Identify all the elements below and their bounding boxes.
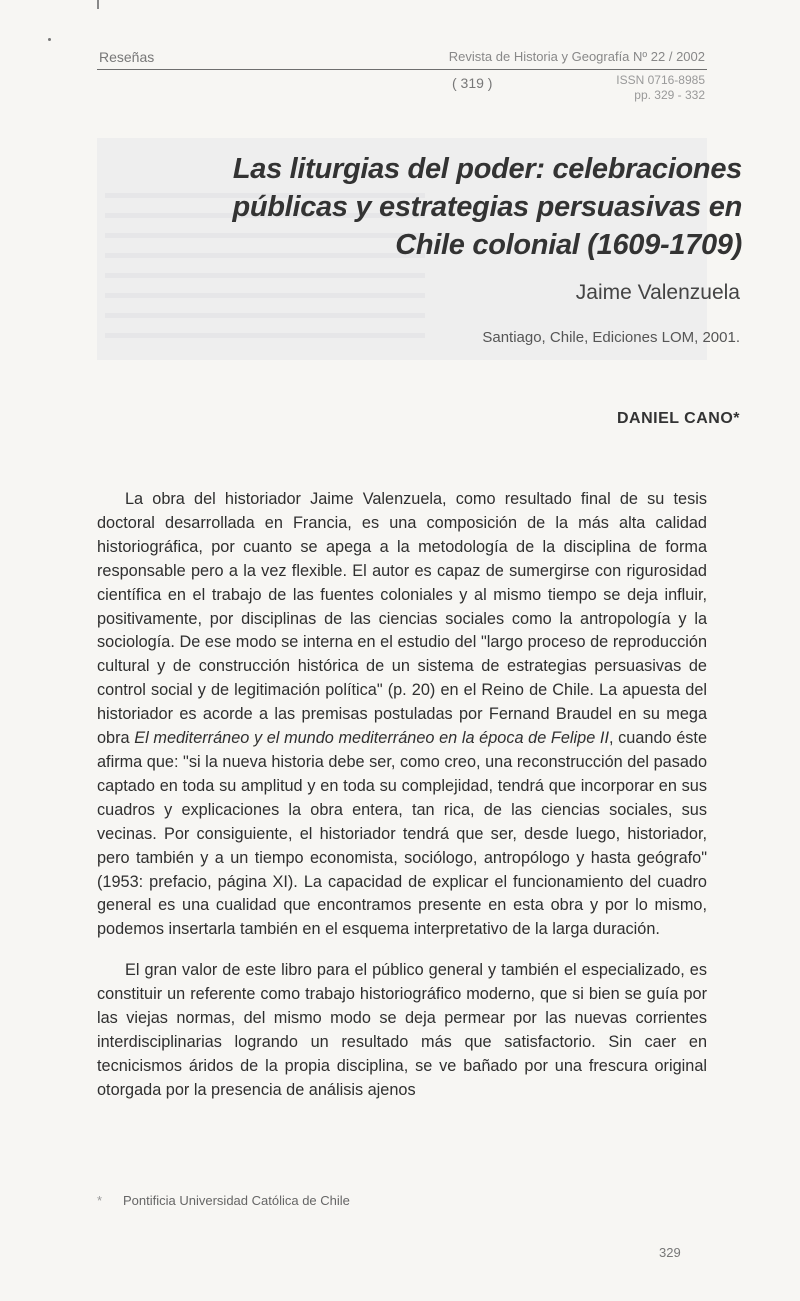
issn-number: ISSN 0716-8985 <box>616 73 705 87</box>
page-number: 329 <box>659 1245 681 1260</box>
issn-block <box>616 73 705 103</box>
book-author: Jaime Valenzuela <box>575 281 740 304</box>
scan-artifact <box>97 0 99 9</box>
handwritten-stamp: ( 319 ) <box>452 75 493 91</box>
running-header <box>97 46 707 70</box>
footnote <box>97 1193 350 1208</box>
header-meta <box>97 73 707 107</box>
review-body <box>97 488 707 1120</box>
footnote-mark: * <box>97 1193 103 1208</box>
section-label: Reseñas <box>99 49 155 65</box>
scan-artifact <box>48 38 51 41</box>
paragraph: La obra del historiador Jaime Valenzuela, como resultado final de su tesis doctoral desarrollada en Francia, es una composición de la más alta calidad historiográfica, por cuanto se apega a la metodología de la disciplina de forma responsable pero a la vez flexible. El autor es capaz de sumergirse con rigurosidad científica en el trabajo de las fuentes coloniales y al mismo tiempo se deja influir, positivamente, por disciplinas de las ciencias sociales como la antropología y la sociología. De ese modo se interna en el estudio del "largo proceso de reproducción cultural y de construcción histórica de un sistema de estrategias persuasivas de control social y de legitimación política" (p. 20) en el Reino de Chile. La apuesta del historiador es acorde a las premisas postuladas por Fernand Braudel en su mega obra El mediterráneo y el mundo mediterráneo en la época de Felipe II, cuando éste afirma que: "si la nueva historia debe ser, como creo, una reconstrucción del pasado captado en toda su amplitud y en toda su complejidad, tendrá que incorporar en sus cuadros y explicaciones la obra entera, tan rica, de las ciencias sociales, sus vecinas. Por consiguiente, el historiador tendrá que ser, desde luego, historiador, pero también y a un tiempo economista, sociólogo, antropólogo y hasta geógrafo" (1953: prefacio, página XI). La capacidad de explicar el funcionamiento del cuadro general es una cualidad que encontramos presente en esta obra y por lo mismo, podemos insertarla también en el esquema interpretativo de la larga duración. <box>97 490 707 939</box>
paragraph: El gran valor de este libro para el público general y también el especializado, es constituir un referente como trabajo historiográfico moderno, que si bien se guía por las viejas normas, del mismo modo se deja permear por las nuevas corrientes interdisciplinarias logrando un resultado más que satisfactorio. Sin caer en tecnicismos áridos de la propia disciplina, se ve bañado por una frescura original otorgada por la presencia de análisis ajenos <box>97 961 707 1099</box>
italic-book-title: El mediterráneo y el mundo mediterráneo en la época de Felipe II <box>134 729 609 748</box>
reviewer-name: DANIEL CANO* <box>616 410 740 427</box>
book-imprint: Santiago, Chile, Ediciones LOM, 2001. <box>482 329 740 346</box>
footnote-text: Pontificia Universidad Católica de Chile <box>123 1193 350 1208</box>
page-range: pp. 329 - 332 <box>634 88 705 102</box>
book-title: Las liturgias del poder: celebraciones públicas y estrategias persuasivas en Chile colonial (1609-1709) <box>232 153 742 261</box>
journal-citation: Revista de Historia y Geografía Nº 22 / 2002 <box>448 49 705 64</box>
